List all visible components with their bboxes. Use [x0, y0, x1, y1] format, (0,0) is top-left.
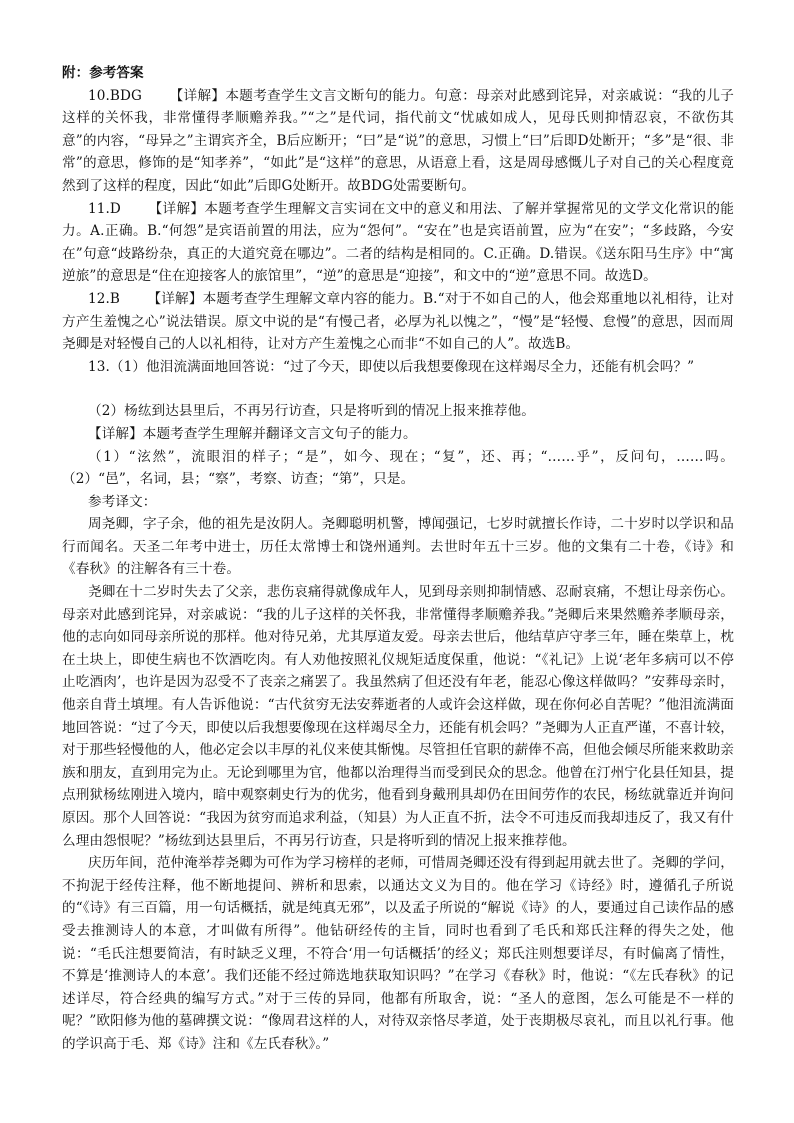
translation-label: 参考译文： — [88, 493, 157, 510]
page-heading: 附：参考答案 — [62, 65, 144, 81]
answer-10-number: 10.BDG — [88, 87, 142, 104]
answer-11-tag: 【详解】 — [148, 200, 205, 217]
answer-13-points: （1）“泫然”，流眼泪的样子；“是”，如今、现在；“复”，还、再；“……乎”，反问句，……吗。（2）“邑”，名词，县；“察”，考察、访查；“第”，只是。 — [62, 448, 734, 488]
answer-13-line1: 13.（1）他泪流满面地回答说：“过了今天，即使以后我想要像现在这样竭尽全力，还能有机会吗？” — [88, 358, 695, 375]
answer-13-line2: （2）杨纮到达县里后，不再另行访查，只是将听到的情况上报来推荐他。 — [88, 403, 535, 420]
answer-12-text: 本题考查学生理解文章内容的能力。B.“对于不如自己的人，他会郑重地以礼相待，让对方产生羞愧之心”说法错误。原文中说的是“有慢己者，必厚为礼以愧之”，“慢”是“轻慢、怠慢”的意思，因而周尧卿是对轻慢自己的人以礼相待，让对方产生羞愧之心而非“不如自己的人”。故选B。 — [62, 290, 734, 353]
answer-11 — [62, 198, 734, 288]
answer-page — [62, 62, 734, 1056]
answer-12 — [62, 288, 734, 356]
translation-paragraph: 周尧卿，字子余，他的祖先是汝阴人。尧卿聪明机警，博闻强记，七岁时就擅长作诗，二十岁时以学识和品行而闻名。天圣二年考中进士，历任太常博士和饶州通判。去世时年五十三岁。他的文集有二十卷，《诗》和《春秋》的注解各有三十卷。 — [62, 516, 734, 578]
translation-paragraph: 庆历年间，范仲淹举荐尧卿为可作为学习榜样的老师，可惜周尧卿还没有得到起用就去世了。尧卿的学问，不拘泥于经传注释，他不断地提问、辨析和思索，以通达文义为目的。他在学习《诗经》时，遵循孔子所说的“《诗》有三百篇，用一句话概括，就是纯真无邪”，以及孟子所说的“解说《诗》的人，要通过自己读作品的感受去推测诗人的本意，才叫做有所得”。他钻研经传的主旨，同时也看到了毛氏和郑氏注释的得失之处，他说：“毛氏注想要简洁，有时缺乏义理，不符合‘用一句话概括’的经义；郑氏注则想要详尽，有时偏离了情性，不算是‘推测诗人的本意’。我们还能不经过筛选地获取知识吗？”在学习《春秋》时，他说：“《左氏春秋》的记述详尽，符合经典的编写方式。”对于三传的异同，他都有所取舍，说：“圣人的意图，怎么可能是不一样的呢？”欧阳修为他的墓碑撰文说：“像周君这样的人，对待双亲恪尽孝道，处于丧期极尽哀礼，而且以礼行事。他的学识高于毛、郑《诗》注和《左氏春秋》。” — [62, 855, 734, 1052]
spacer — [62, 378, 734, 400]
answer-11-text: 本题考查学生理解文言实词在文中的意义和用法、了解并掌握常见的文学文化常识的能力。A.正确。B.“何怨”是宾语前置的用法，应为“怨何”。“安在”也是宾语前置，应为“在安”；“多歧路，今安在”句意“歧路纷杂，真正的大道究竟在哪边”。二者的结构是相同的。C.正确。D.错误。《送东阳马生序》中“寓逆旅”的意思是“住在迎接客人的旅馆里”，“逆”的意思是“迎接”，和文中的“逆”意思不同。故选D。 — [62, 200, 734, 285]
answer-13-detail: 【详解】本题考查学生理解并翻译文言文句子的能力。 — [88, 425, 417, 442]
answer-12-tag: 【详解】 — [147, 290, 203, 307]
answer-11-number: 11.D — [88, 200, 121, 217]
translation-paragraph: 尧卿在十二岁时失去了父亲，悲伤哀痛得就像成年人，见到母亲则抑制情感、忍耐哀痛，不想让母亲伤心。母亲对此感到诧异，对亲戚说：“我的儿子这样的关怀我，非常懂得孝顺赡养我。”尧卿后来果然赡养孝顺母亲，他的志向如同母亲所说的那样。他对待兄弟，尤其厚道友爱。母亲去世后，他结草庐守孝三年，睡在柴草上，枕在土块上，即使生病也不饮酒吃肉。有人劝他按照礼仪规矩适度保重，他说：“《礼记》上说‘老年多病可以不停止吃酒肉’，也许是因为忍受不了丧亲之痛罢了。我虽然病了但还没有年老，能忍心像这样做吗？”安葬母亲时，他亲自背土填埋。有人告诉他说：“古代贫穷无法安葬逝者的人或许会这样做，现在你何必自苦呢？”他泪流满面地回答说：“过了今天，即使以后我想要像现在这样竭尽全力，还能有机会吗？”尧卿为人正直严谨，不喜计较，对于那些轻慢他的人，他必定会以丰厚的礼仪来使其惭愧。尽管担任官职的薪俸不高，但他会倾尽所能来救助亲族和朋友，直到用完为止。无论到哪里为官，他都以治理得当而受到民众的思念。他曾在汀州宁化县任知县，提点刑狱杨纮刚进入境内，暗中观察刺史行为的优劣，他看到身戴刑具却仍在田间劳作的农民，杨纮就靠近并询问原因。那个人回答说：“我因为贫穷而追求利益，（知县）为人正直不折，法令不可违反而我却违反了，我又有什么理由怨恨呢？”杨纮到达县里后，不再另行访查，只是将听到的情况上报来推荐他。 — [62, 584, 734, 849]
answer-10-tag: 【详解】 — [169, 87, 226, 104]
answer-10 — [62, 85, 734, 198]
answer-12-number: 12.B — [88, 290, 121, 307]
answer-10-text: 本题考查学生文言文断句的能力。句意：母亲对此感到诧异，对亲戚说：“我的儿子这样的关怀我，非常懂得孝顺赡养我。”“之”是代词，指代前文“忧戚如成人，见母氏则抑情忍哀，不欲伤其意”的内容，“母异之”主谓宾齐全，B后应断开；“曰”是“说”的意思，习惯上“曰”后即D处断开；“多”是“很、非常”的意思，修饰的是“知孝养”，“如此”是“这样”的意思，从语意上看，这是周母感慨儿子对自己的关心程度竟然到了这样的程度，因此“如此”后即G处断开。故BDG处需要断句。 — [62, 87, 734, 194]
